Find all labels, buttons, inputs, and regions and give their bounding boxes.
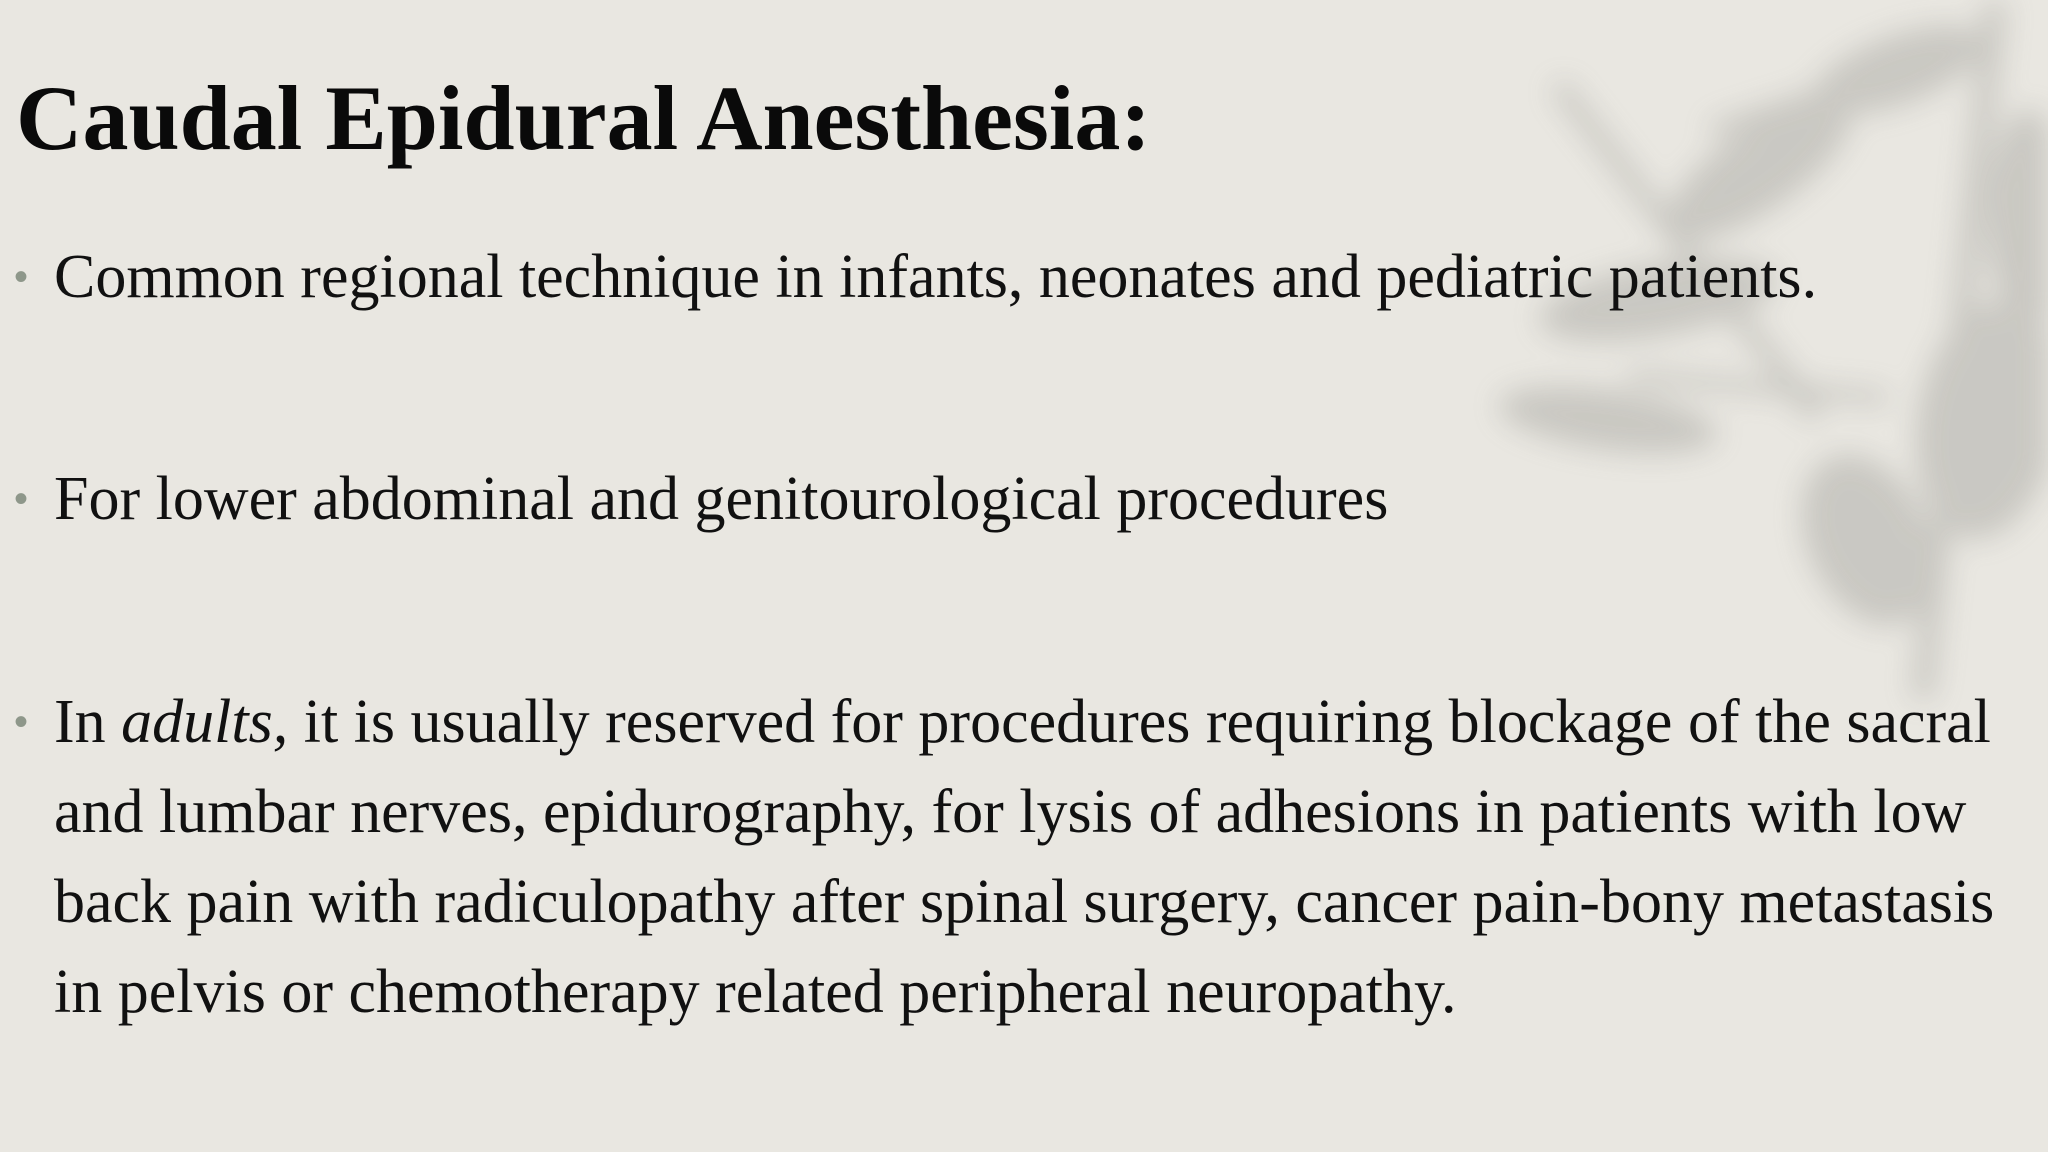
bullet-text: For lower abdominal and genitourological procedures xyxy=(54,465,1389,533)
bullet-emphasis: adults, xyxy=(121,688,289,756)
bullet-item xyxy=(14,677,2034,1037)
bullet-marker: • xyxy=(14,255,29,299)
bullet-text-adults xyxy=(54,677,2034,1037)
bullet-marker: • xyxy=(14,477,29,521)
leaf-shadow-decoration xyxy=(1428,0,2048,700)
bullet-item xyxy=(14,232,2034,322)
bullet-text: Common regional technique in infants, neonates and pediatric patients. xyxy=(54,243,1818,311)
bullet-prefix: In xyxy=(54,688,122,756)
bullet-item xyxy=(14,454,2034,544)
slide-title: Caudal Epidural Anesthesia: xyxy=(16,67,1151,169)
bullet-marker: • xyxy=(14,700,29,744)
bullet-body: it is usually reserved for procedures requiring blockage of the sacral and lumbar nerves, epidurography, for lysis of adhesions in patients with low back pain with radiculopathy after spinal surgery, cancer pain-bony metastasis in pelvis or chemotherapy related peripheral neuropathy. xyxy=(54,688,1995,1026)
